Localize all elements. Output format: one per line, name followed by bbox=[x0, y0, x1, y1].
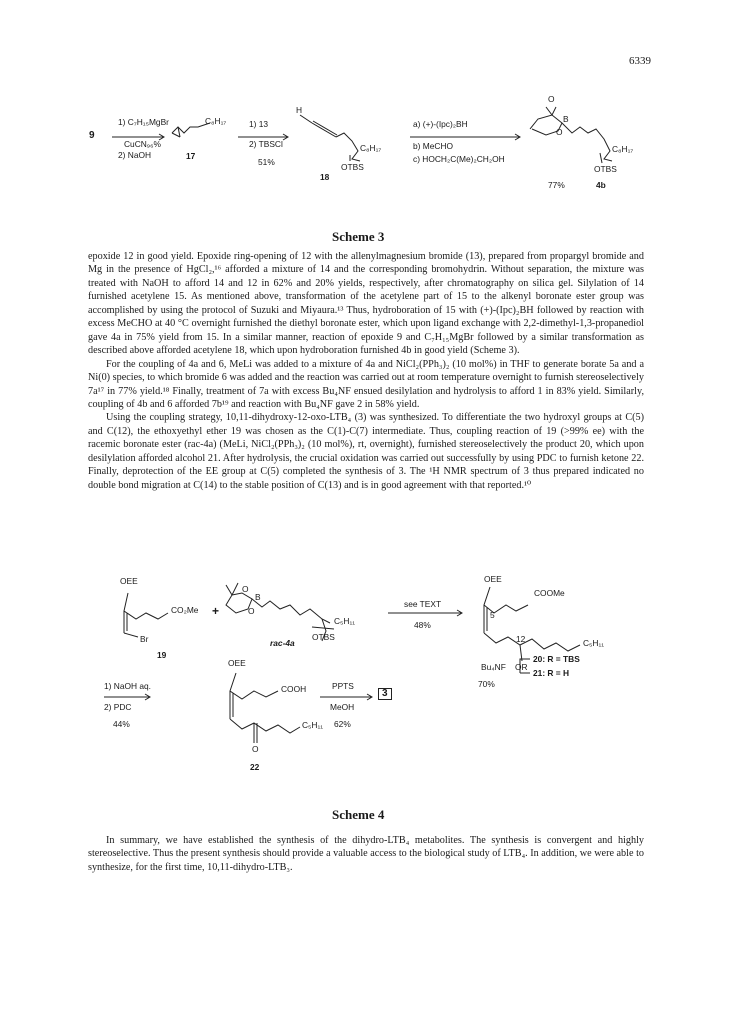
scheme3-acetylene-otbs: OTBS bbox=[341, 162, 364, 172]
scheme4-boronate-chain: C₅H₁₁ bbox=[334, 616, 356, 626]
scheme4-sm-number: 19 bbox=[157, 650, 167, 660]
scheme4-sm-br: Br bbox=[140, 634, 149, 644]
scheme4-compound-21: 21: R = H bbox=[533, 668, 570, 678]
summary-text bbox=[88, 834, 644, 874]
scheme4-ketone-acid: COOH bbox=[281, 684, 307, 694]
scheme3-step3-reagent-c: c) HOCH₂C(Me)₂CH₂OH bbox=[413, 154, 505, 164]
scheme3-boron-o-top: O bbox=[548, 94, 555, 104]
scheme4-ketone-chain: C₅H₁₁ bbox=[302, 720, 324, 730]
scheme4-compound-20: 20: R = TBS bbox=[533, 654, 580, 664]
scheme4-product-locant-12: 12 bbox=[516, 634, 526, 644]
scheme3-step1-reagent-a: 1) C₇H₁₅MgBr bbox=[118, 117, 169, 127]
page-number: 6339 bbox=[629, 55, 651, 67]
scheme4-product-locant-5: 5 bbox=[490, 610, 495, 620]
scheme3-product-yield: 77% bbox=[548, 180, 565, 190]
scheme4-boronate-number: rac-4a bbox=[270, 638, 295, 648]
scheme4-ketone-oee: OEE bbox=[228, 658, 246, 668]
scheme4-final-yield: 62% bbox=[334, 719, 351, 729]
scheme3-product-otbs: OTBS bbox=[594, 164, 617, 174]
scheme4-sm-oee: OEE bbox=[120, 576, 138, 586]
scheme3-step1-catalyst: CuCN₉₆% bbox=[124, 139, 161, 149]
scheme4-product-oee: OEE bbox=[484, 574, 502, 584]
scheme4-sm-ester: CO₂Me bbox=[171, 605, 199, 615]
scheme4-deprotect-reagent: Bu₄NF bbox=[481, 662, 506, 672]
scheme4-plus: + bbox=[212, 604, 220, 618]
scheme4-product-or: OR bbox=[515, 662, 528, 672]
scheme3-boron-b: B bbox=[563, 114, 569, 124]
scheme3-step3-reagent-a: a) (+)-(Ipc)₂BH bbox=[413, 119, 468, 129]
scheme-4-title: Scheme 4 bbox=[332, 807, 385, 822]
paragraph-2: For the coupling of 4a and 6, MeLi was added to a mixture of 4a and NiCl₂(PPh₃)₂ (10 mol%) in THF to generate borate 5a and a Ni(0) species, to which bromide 6 was added and the reaction was carried out at room temperature overnight to furnish stereoselectively 7a¹⁷ in 77% yield.¹⁸ Finally, treatment of 7a with excess Bu₄NF ensued desilylation and hydrolysis to afford 1 in 83% yield. Similarly, coupling of 4b and 6 afforded 7b¹⁹ and reaction with Bu₄NF gave 2 in 58% yield. bbox=[88, 358, 644, 410]
scheme4-boronate-o-bottom: O bbox=[248, 606, 255, 616]
scheme4-coupling-condition: see TEXT bbox=[404, 599, 442, 609]
scheme3-product-substituent: C₈H₁₇ bbox=[612, 144, 634, 154]
scheme4-oxidation-yield: 44% bbox=[113, 719, 130, 729]
scheme3-acetylene-substituent: C₈H₁₇ bbox=[360, 143, 382, 153]
scheme4-boronate-b: B bbox=[255, 592, 261, 602]
scheme-3-structures bbox=[0, 85, 731, 245]
paragraph-3: Using the coupling strategy, 10,11-dihydroxy-12-oxo-LTB₄ (3) was synthesized. To differentiate the two hydroxyl groups at C(5) and C(12), the ethoxyethyl ether 19 was chosen as the C(1)-C(7) intermediate. Thus, coupling reaction of 19 (>99% ee) with the racemic boronate ester (rac-4a) (MeLi, NiCl₂(PPh₃)₂ (10 mol%), rt, overnight), furnished stereoselectively the product 20, which upon desilylation afforded alcohol 21. After hydrolysis, the crucial oxidation was carried out successfully by using PDC to furnish ketone 22. Finally, deprotection of the EE group at C(5) completed the synthesis of 3. The ¹H NMR spectrum of 3 thus prepared indicated no double bond migration at C(14) to the stable position of C(13) and is in good agreement with that reported.¹⁰ bbox=[88, 412, 644, 491]
scheme4-ketone-number: 22 bbox=[250, 762, 260, 772]
scheme4-product-chain: C₅H₁₁ bbox=[583, 638, 605, 648]
scheme4-boronate-o-top: O bbox=[242, 584, 249, 594]
scheme4-product-ester: COOMe bbox=[534, 588, 565, 598]
scheme4-final-reagent-b: MeOH bbox=[330, 702, 355, 712]
paragraph-1: epoxide 12 in good yield. Epoxide ring-opening of 12 with the allenylmagnesium bromide (13), prepared from propargyl bromide and Mg in the presence of HgCl₂,¹⁶ afforded a mixture of 14 and the corresponding bromohydrin. Without separation, the mixture was treated with NaOH to afford 14 and 12 in 62% and 20% yields, respectively, after chromatography on silica gel. Silylation of 14 furnished acetylene 15. As mentioned above, transformation of the acetylene part of 15 to the alkenyl boronate ester group was accomplished by using the protocol of Suzuki and Miyaura.¹³ Thus, hydroboration of 15 with (+)-(Ipc)₂BH followed by reaction with excess MeCHO at 40 °C overnight furnished the diethyl boronate ester, which upon ligand exchange with 2,2-dimethyl-1,3-propanediol gave 4a in 75% yield from 15. In a similar manner, reaction of epoxide 9 and C₇H₁₅MgBr followed by a similar transformation as described above afforded acetylene 18, which upon hydroboration furnished 4b in good yield (Scheme 3). bbox=[88, 251, 644, 357]
scheme-4 bbox=[0, 575, 731, 825]
scheme4-deprotect-yield: 70% bbox=[478, 679, 495, 689]
scheme4-ketone-o: O bbox=[252, 744, 259, 754]
scheme3-step3-reagent-b: b) MeCHO bbox=[413, 141, 454, 151]
scheme4-boronate-otbs: OTBS bbox=[312, 632, 335, 642]
summary-paragraph: In summary, we have established the synthesis of the dihydro-LTB₄ metabolites. The synthesis is convergent and highly stereoselective. Thus the present synthesis should provide a valuable access to the biological study of LTB₄. In addition, we were able to synthesize, for the first time, 10,11-dihydro-LTB₃. bbox=[88, 835, 644, 873]
scheme3-acetylene-number: 18 bbox=[320, 172, 330, 182]
scheme-4-structures bbox=[0, 575, 731, 825]
scheme4-oxidation-step-b: 2) PDC bbox=[104, 702, 132, 712]
scheme3-start-compound: 9 bbox=[89, 130, 95, 141]
scheme4-final-product: 3 bbox=[378, 688, 392, 700]
scheme3-alkyne-h: H bbox=[296, 105, 303, 115]
scheme3-product-number: 4b bbox=[596, 180, 606, 190]
scheme4-oxidation-step-a: 1) NaOH aq. bbox=[104, 681, 152, 691]
scheme3-step2-yield: 51% bbox=[258, 157, 275, 167]
scheme3-epoxide-number: 17 bbox=[186, 151, 196, 161]
body-text bbox=[88, 250, 644, 492]
scheme-3-title: Scheme 3 bbox=[332, 229, 385, 244]
scheme3-epoxide-substituent: C₈H₁₇ bbox=[205, 116, 227, 126]
scheme3-step2-reagent-a: 1) 13 bbox=[249, 119, 269, 129]
scheme4-final-reagent-a: PPTS bbox=[332, 681, 354, 691]
scheme3-step2-reagent-b: 2) TBSCl bbox=[249, 139, 283, 149]
scheme3-step1-reagent-b: 2) NaOH bbox=[118, 150, 152, 160]
scheme3-boron-o-bottom: O bbox=[556, 127, 563, 137]
scheme-3 bbox=[0, 85, 731, 245]
scheme4-coupling-yield: 48% bbox=[414, 620, 431, 630]
